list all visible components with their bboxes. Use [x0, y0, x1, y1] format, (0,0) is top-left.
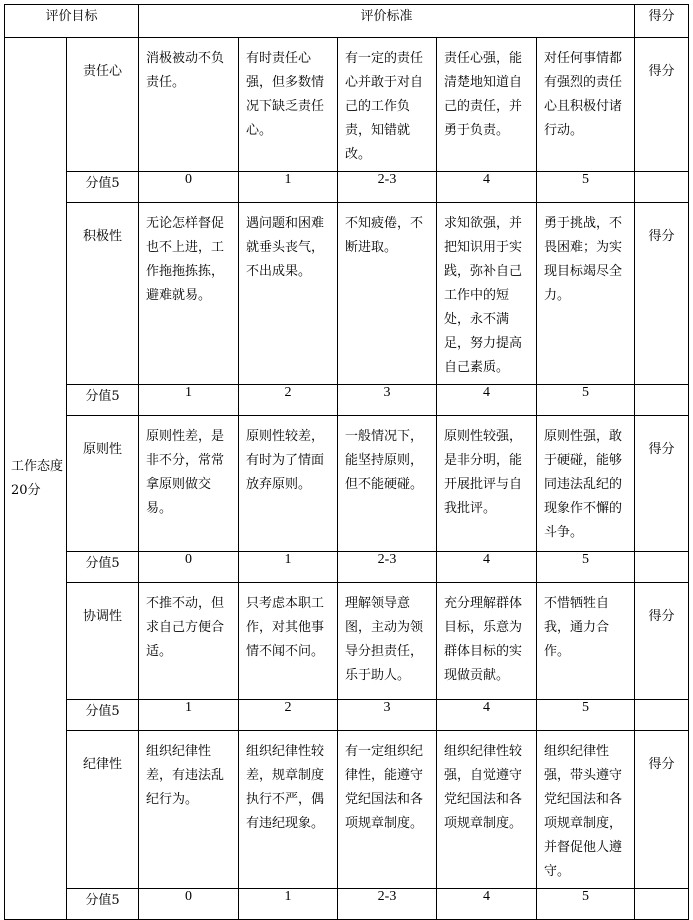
level-desc: 责任心强，能清楚地知道自己的责任，并勇于负责。 — [437, 38, 537, 172]
level-desc: 遇问题和困难就垂头丧气，不出成果。 — [239, 203, 338, 385]
score-value-label: 分值5 — [67, 552, 139, 583]
score-value: 4 — [437, 552, 537, 583]
level-desc: 不推不动，但求自己方便合适。 — [139, 583, 239, 700]
evaluation-table — [4, 4, 689, 920]
score-blank — [635, 889, 689, 920]
header-row — [5, 5, 689, 38]
level-desc: 有一定组织纪律性，能遵守党纪国法和各项规章制度。 — [338, 731, 437, 889]
score-value: 0 — [139, 552, 239, 583]
level-desc: 原则性强，敢于硬碰，能够同违法乱纪的现象作不懈的斗争。 — [537, 416, 635, 552]
score-label: 得分 — [635, 583, 689, 700]
table-row — [5, 172, 689, 203]
level-desc: 原则性差，是非不分，常常拿原则做交易。 — [139, 416, 239, 552]
table-row — [5, 700, 689, 731]
level-desc: 有时责任心强，但多数情况下缺乏责任心。 — [239, 38, 338, 172]
table-row — [5, 731, 689, 889]
level-desc: 组织纪律性差，有违法乱纪行为。 — [139, 731, 239, 889]
level-desc: 消极被动不负责任。 — [139, 38, 239, 172]
score-value: 1 — [139, 385, 239, 416]
table-row — [5, 552, 689, 583]
score-value: 5 — [537, 172, 635, 203]
level-desc: 一般情况下，能坚持原则，但不能硬碰。 — [338, 416, 437, 552]
table-row — [5, 385, 689, 416]
score-value: 4 — [437, 700, 537, 731]
level-desc: 充分理解群体目标，乐意为群体目标的实现做贡献。 — [437, 583, 537, 700]
table-row — [5, 203, 689, 385]
score-value: 1 — [239, 552, 338, 583]
score-value: 4 — [437, 172, 537, 203]
score-value: 3 — [338, 385, 437, 416]
score-value: 3 — [338, 700, 437, 731]
score-value: 2-3 — [338, 552, 437, 583]
score-value: 2 — [239, 700, 338, 731]
level-desc: 只考虑本职工作，对其他事情不闻不问。 — [239, 583, 338, 700]
score-label: 得分 — [635, 203, 689, 385]
level-desc: 勇于挑战，不畏困难；为实现目标竭尽全力。 — [537, 203, 635, 385]
level-desc: 不惜牺牲自我，通力合作。 — [537, 583, 635, 700]
level-desc: 理解领导意图，主动为领导分担责任，乐于助人。 — [338, 583, 437, 700]
criterion-name: 积极性 — [67, 203, 139, 385]
score-value: 1 — [139, 700, 239, 731]
category-label: 工作态度20分 — [11, 458, 64, 498]
score-value: 4 — [437, 385, 537, 416]
header-standard: 评价标准 — [139, 5, 635, 38]
table-row — [5, 583, 689, 700]
score-label: 得分 — [635, 38, 689, 172]
level-desc: 有一定的责任心并敢于对自己的工作负责，知错就改。 — [338, 38, 437, 172]
score-label: 得分 — [635, 416, 689, 552]
score-value-label: 分值5 — [67, 172, 139, 203]
level-desc: 不知疲倦，不断进取。 — [338, 203, 437, 385]
score-blank — [635, 700, 689, 731]
score-label: 得分 — [635, 731, 689, 889]
table-row — [5, 416, 689, 552]
header-score: 得分 — [635, 5, 689, 38]
score-blank — [635, 552, 689, 583]
score-value-label: 分值5 — [67, 385, 139, 416]
header-target: 评价目标 — [5, 5, 139, 38]
score-value: 5 — [537, 700, 635, 731]
criterion-name: 责任心 — [67, 38, 139, 172]
criterion-name: 纪律性 — [67, 731, 139, 889]
table-row — [5, 38, 689, 172]
score-value: 0 — [139, 889, 239, 920]
score-value: 5 — [537, 385, 635, 416]
level-desc: 组织纪律性较差，规章制度执行不严，偶有违纪现象。 — [239, 731, 338, 889]
category-cell — [5, 38, 67, 920]
score-value-label: 分值5 — [67, 700, 139, 731]
score-value-label: 分值5 — [67, 889, 139, 920]
level-desc: 组织纪律性较强，自觉遵守党纪国法和各项规章制度。 — [437, 731, 537, 889]
level-desc: 求知欲强，并把知识用于实践，弥补自己工作中的短处，永不满足，努力提高自己素质。 — [437, 203, 537, 385]
score-value: 0 — [139, 172, 239, 203]
level-desc: 组织纪律性强，带头遵守党纪国法和各项规章制度，并督促他人遵守。 — [537, 731, 635, 889]
score-value: 2-3 — [338, 889, 437, 920]
criterion-name: 协调性 — [67, 583, 139, 700]
criterion-name: 原则性 — [67, 416, 139, 552]
score-blank — [635, 385, 689, 416]
score-value: 1 — [239, 889, 338, 920]
level-desc: 对任何事情都有强烈的责任心且积极付诸行动。 — [537, 38, 635, 172]
score-value: 2 — [239, 385, 338, 416]
score-value: 5 — [537, 889, 635, 920]
level-desc: 原则性较强，是非分明，能开展批评与自我批评。 — [437, 416, 537, 552]
score-value: 2-3 — [338, 172, 437, 203]
level-desc: 原则性较差，有时为了情面放弃原则。 — [239, 416, 338, 552]
score-value: 1 — [239, 172, 338, 203]
score-value: 4 — [437, 889, 537, 920]
level-desc: 无论怎样督促也不上进，工作拖拖拣拣，避难就易。 — [139, 203, 239, 385]
score-blank — [635, 172, 689, 203]
score-value: 5 — [537, 552, 635, 583]
table-row — [5, 889, 689, 920]
